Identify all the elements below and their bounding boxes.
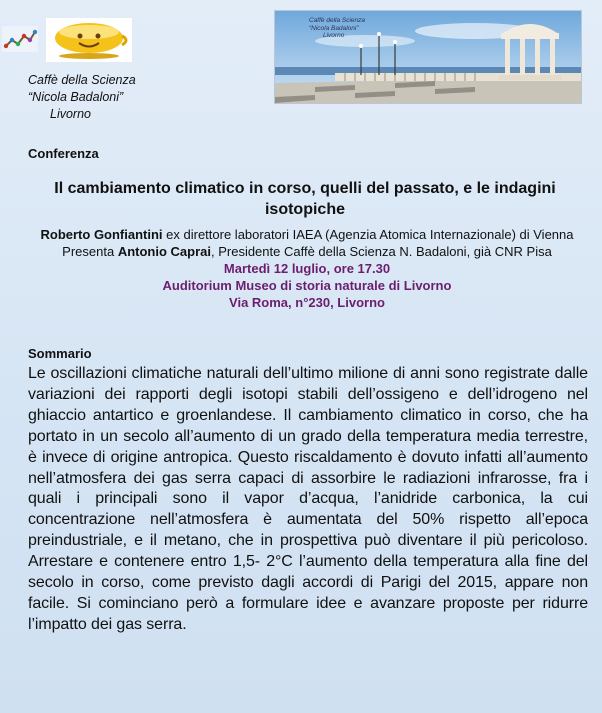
photo-caption xyxy=(309,17,365,40)
photo-caption-line-3: Livorno xyxy=(323,32,345,39)
page-title: Il cambiamento climatico in corso, quelli del passato, e le indagini isotopiche xyxy=(54,180,556,218)
event-info xyxy=(28,226,586,311)
org-line-1: Caffè della Scienza xyxy=(28,73,136,87)
coffee-cup-logo-icon xyxy=(46,18,132,62)
organization-name xyxy=(28,72,168,123)
org-line-3: Livorno xyxy=(50,107,91,121)
speaker-role: ex direttore laboratori IAEA (Agenzia Atomica Internazionale) di Vienna xyxy=(162,227,574,242)
presenter-name: Antonio Caprai xyxy=(117,244,211,259)
photo-caption-line-1: Caffè della Scienza xyxy=(309,17,366,24)
photo-caption-line-2: “Nicola Badaloni” xyxy=(309,24,359,32)
presenter-line xyxy=(28,243,586,260)
presenter-prefix: Presenta xyxy=(62,244,118,259)
event-address: Via Roma, n°230, Livorno xyxy=(229,295,385,310)
org-line-2: “Nicola Badaloni” xyxy=(28,90,124,104)
speaker-line xyxy=(28,226,586,243)
event-date: Martedì 12 luglio, ore 17.30 xyxy=(223,261,391,276)
conference-label: Conferenza xyxy=(28,146,99,161)
event-venue: Auditorium Museo di storia naturale di Livorno xyxy=(162,278,452,293)
presenter-role: , Presidente Caffè della Scienza N. Badaloni, già CNR Pisa xyxy=(210,244,552,259)
summary-label: Sommario xyxy=(28,346,92,361)
summary-text: Le oscillazioni climatiche naturali dell’ultimo milione di anni sono registrate dalle variazioni dei rapporti degli isotopi stabili dell’ossigeno e dell’idrogeno nel ghiaccio antartico e groenlandese. Il cambiamento climatico in corso, che ha portato in un secolo all’aumento di un grado della temperatura media terrestre, è invece di origine antropica. Questo riscaldamento è dovuto infatti all’aumento nell’atmosfera dei gas serra capaci di assorbire le radiazioni infrarosse, fra i quali i principali sono il vapor d’acqua, l’anidride carbonica, la cui concentrazione nell’atmosfera è aumentata del 50% rispetto all’epoca preindustriale, e il metano, che in prospettiva può diventare il più pericoloso. Arrestare e contenere entro 1,5- 2°C l’aumento della temperatura alla fine del secolo in corso, come previsto dagli accordi di Parigi del 2015, appare non facile. Si cominciano però a formulare idee e avanzare proposte per ridurre l’impatto dei gas serra. xyxy=(28,365,588,633)
header-photo xyxy=(274,10,582,104)
speaker-name: Roberto Gonfiantini xyxy=(40,227,163,242)
molecule-logo-icon xyxy=(2,26,38,52)
